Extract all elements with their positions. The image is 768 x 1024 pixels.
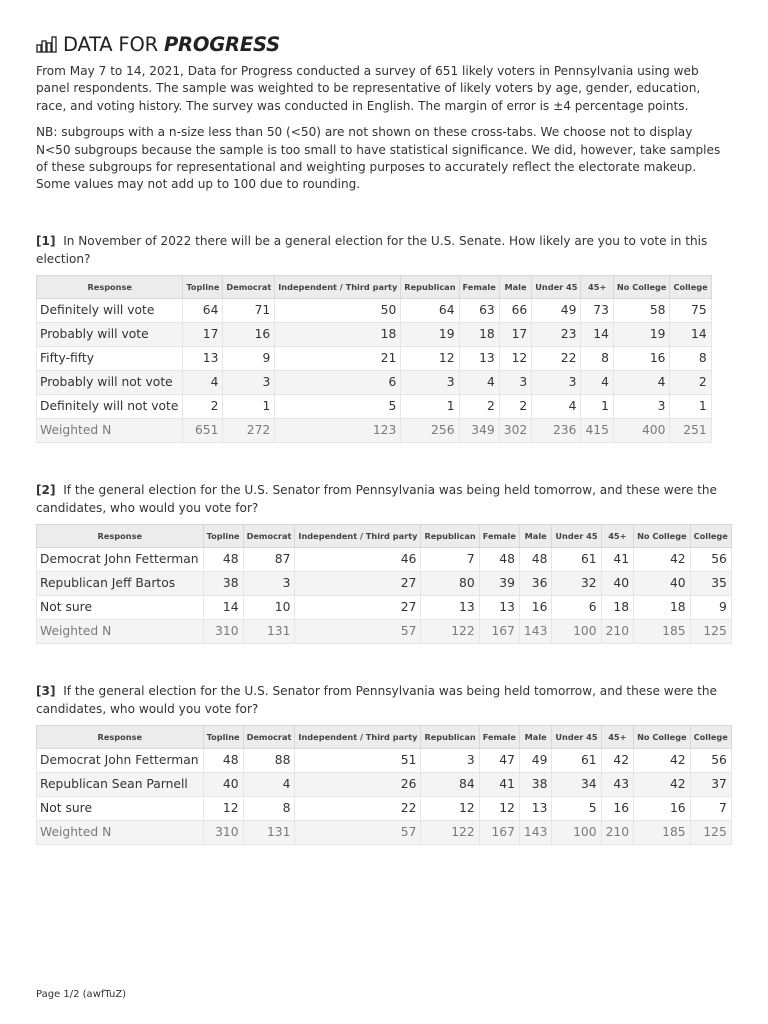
column-header: Topline (183, 275, 223, 298)
table-cell: 310 (203, 619, 243, 643)
row-label: Not sure (37, 595, 204, 619)
column-header: Male (499, 275, 531, 298)
question-1 (36, 232, 726, 443)
table-cell: 84 (421, 772, 479, 796)
table-cell: 13 (479, 595, 519, 619)
table-row (37, 370, 712, 394)
table-cell: 4 (613, 370, 670, 394)
column-header: Female (479, 725, 519, 748)
table-cell: 56 (690, 748, 731, 772)
question-2 (36, 481, 726, 644)
table-cell: 49 (519, 748, 551, 772)
table-cell: 40 (601, 571, 633, 595)
table-cell: 16 (601, 796, 633, 820)
table-cell: 1 (670, 394, 711, 418)
table-cell: 5 (275, 394, 401, 418)
table-cell: 302 (499, 418, 531, 442)
table-cell: 272 (223, 418, 275, 442)
table-cell: 12 (421, 796, 479, 820)
row-label: Probably will vote (37, 322, 183, 346)
table-cell: 41 (479, 772, 519, 796)
table-cell: 19 (613, 322, 670, 346)
table-cell: 185 (634, 820, 691, 844)
table-cell: 2 (499, 394, 531, 418)
column-header: Independent / Third party (295, 725, 421, 748)
table-row (37, 418, 712, 442)
column-header: Democrat (243, 725, 295, 748)
table-row (37, 820, 732, 844)
table-cell: 87 (243, 547, 295, 571)
table-cell: 34 (552, 772, 601, 796)
column-header: Female (459, 275, 499, 298)
column-header: Democrat (243, 524, 295, 547)
row-label: Democrat John Fetterman (37, 547, 204, 571)
table-cell: 88 (243, 748, 295, 772)
table-row (37, 547, 732, 571)
table-cell: 41 (601, 547, 633, 571)
table-cell: 4 (243, 772, 295, 796)
table-cell: 27 (295, 571, 421, 595)
table-cell: 7 (690, 796, 731, 820)
table-cell: 122 (421, 619, 479, 643)
table-cell: 57 (295, 820, 421, 844)
table-cell: 42 (634, 772, 691, 796)
row-label: Weighted N (37, 820, 204, 844)
table-cell: 16 (519, 595, 551, 619)
table-cell: 48 (519, 547, 551, 571)
table-cell: 167 (479, 619, 519, 643)
table-cell: 27 (295, 595, 421, 619)
table-cell: 310 (203, 820, 243, 844)
crosstab-table-1 (36, 275, 712, 443)
table-cell: 46 (295, 547, 421, 571)
table-cell: 51 (295, 748, 421, 772)
table-cell: 17 (183, 322, 223, 346)
table-cell: 50 (275, 298, 401, 322)
header-row (37, 275, 712, 298)
column-header: College (690, 524, 731, 547)
table-cell: 75 (670, 298, 711, 322)
table-cell: 17 (499, 322, 531, 346)
table-cell: 3 (532, 370, 581, 394)
table-cell: 12 (203, 796, 243, 820)
header-row (37, 524, 732, 547)
table-cell: 8 (670, 346, 711, 370)
table-cell: 100 (552, 820, 601, 844)
table-cell: 18 (601, 595, 633, 619)
column-header: Male (519, 524, 551, 547)
table-cell: 9 (690, 595, 731, 619)
table-cell: 57 (295, 619, 421, 643)
row-label: Republican Sean Parnell (37, 772, 204, 796)
table-row (37, 772, 732, 796)
table-cell: 236 (532, 418, 581, 442)
column-header: Republican (421, 524, 479, 547)
table-cell: 14 (203, 595, 243, 619)
column-header: Democrat (223, 275, 275, 298)
column-header: 45+ (601, 524, 633, 547)
table-cell: 210 (601, 820, 633, 844)
table-cell: 10 (243, 595, 295, 619)
table-cell: 100 (552, 619, 601, 643)
table-cell: 9 (223, 346, 275, 370)
column-header: Under 45 (532, 275, 581, 298)
table-cell: 3 (401, 370, 459, 394)
table-row (37, 796, 732, 820)
table-cell: 18 (459, 322, 499, 346)
question-text: [1] In November of 2022 there will be a general election for the U.S. Senate. How likely are you to vote in this election? (36, 233, 708, 266)
table-cell: 64 (183, 298, 223, 322)
table-cell: 167 (479, 820, 519, 844)
row-label: Definitely will not vote (37, 394, 183, 418)
table-cell: 5 (552, 796, 601, 820)
row-label: Democrat John Fetterman (37, 748, 204, 772)
table-cell: 1 (581, 394, 613, 418)
page-footer: Page 1/2 (awfTuZ) (36, 989, 127, 1000)
table-cell: 1 (401, 394, 459, 418)
table-cell: 39 (479, 571, 519, 595)
table-cell: 38 (203, 571, 243, 595)
table-cell: 48 (203, 748, 243, 772)
table-cell: 256 (401, 418, 459, 442)
table-cell: 63 (459, 298, 499, 322)
table-cell: 13 (459, 346, 499, 370)
table-cell: 3 (223, 370, 275, 394)
header-row (37, 725, 732, 748)
table-cell: 42 (634, 748, 691, 772)
table-cell: 143 (519, 820, 551, 844)
table-cell: 131 (243, 820, 295, 844)
table-cell: 123 (275, 418, 401, 442)
table-cell: 651 (183, 418, 223, 442)
question-text: [3] If the general election for the U.S. Senator from Pennsylvania was being held tomorrow, and these were the candidates, who would you vote for? (36, 683, 717, 716)
table-cell: 40 (634, 571, 691, 595)
table-row (37, 394, 712, 418)
table-cell: 66 (499, 298, 531, 322)
table-cell: 143 (519, 619, 551, 643)
column-header: Republican (401, 275, 459, 298)
table-row (37, 346, 712, 370)
table-cell: 22 (532, 346, 581, 370)
column-header: No College (634, 725, 691, 748)
table-cell: 49 (532, 298, 581, 322)
table-cell: 26 (295, 772, 421, 796)
table-cell: 14 (670, 322, 711, 346)
table-cell: 210 (601, 619, 633, 643)
column-header: No College (613, 275, 670, 298)
question-3 (36, 682, 726, 845)
column-header: Topline (203, 524, 243, 547)
table-cell: 48 (203, 547, 243, 571)
table-cell: 42 (601, 748, 633, 772)
table-cell: 125 (690, 619, 731, 643)
column-header-response: Response (37, 524, 204, 547)
column-header: No College (634, 524, 691, 547)
table-cell: 12 (499, 346, 531, 370)
column-header: Under 45 (552, 725, 601, 748)
row-label: Probably will not vote (37, 370, 183, 394)
column-header: Independent / Third party (275, 275, 401, 298)
row-label: Republican Jeff Bartos (37, 571, 204, 595)
table-cell: 58 (613, 298, 670, 322)
table-cell: 47 (479, 748, 519, 772)
column-header-response: Response (37, 725, 204, 748)
table-cell: 2 (670, 370, 711, 394)
table-cell: 131 (243, 619, 295, 643)
table-cell: 16 (634, 796, 691, 820)
table-cell: 13 (421, 595, 479, 619)
subgroup-note-paragraph: NB: subgroups with a n-size less than 50 (<50) are not shown on these cross-tabs. We choose not to display N<50 subgroups because the sample is too small to have statistical significance. We did, however, take samples of these subgroups for representational and weighting purposes to accurately reflect the electorate makeup. Some values may not add up to 100 due to rounding. (36, 125, 721, 192)
table-cell: 3 (243, 571, 295, 595)
table-cell: 37 (690, 772, 731, 796)
table-cell: 32 (552, 571, 601, 595)
table-cell: 7 (421, 547, 479, 571)
table-cell: 18 (634, 595, 691, 619)
crosstab-table-2 (36, 524, 732, 644)
table-cell: 12 (479, 796, 519, 820)
table-cell: 4 (581, 370, 613, 394)
table-cell: 38 (519, 772, 551, 796)
table-cell: 2 (183, 394, 223, 418)
column-header: Male (519, 725, 551, 748)
table-cell: 36 (519, 571, 551, 595)
table-cell: 400 (613, 418, 670, 442)
table-cell: 12 (401, 346, 459, 370)
table-cell: 23 (532, 322, 581, 346)
table-cell: 16 (223, 322, 275, 346)
table-row (37, 595, 732, 619)
column-header: 45+ (601, 725, 633, 748)
table-cell: 125 (690, 820, 731, 844)
table-cell: 13 (519, 796, 551, 820)
column-header: Topline (203, 725, 243, 748)
table-cell: 71 (223, 298, 275, 322)
row-label: Not sure (37, 796, 204, 820)
table-cell: 43 (601, 772, 633, 796)
table-cell: 64 (401, 298, 459, 322)
column-header: 45+ (581, 275, 613, 298)
methodology-paragraph: From May 7 to 14, 2021, Data for Progress conducted a survey of 651 likely voters in Pennsylvania using web panel respondents. The sample was weighted to be representative of likely voters by age, gender, education, race, and voting history. The survey was conducted in English. The margin of error is ±4 percentage points. (36, 64, 701, 113)
table-cell: 4 (183, 370, 223, 394)
column-header: College (670, 275, 711, 298)
table-cell: 56 (690, 547, 731, 571)
table-cell: 6 (552, 595, 601, 619)
table-cell: 185 (634, 619, 691, 643)
table-cell: 8 (243, 796, 295, 820)
table-cell: 73 (581, 298, 613, 322)
table-cell: 35 (690, 571, 731, 595)
brand-name: DATA FOR PROGRESS (63, 32, 280, 56)
brand-logo (36, 28, 726, 60)
table-cell: 3 (613, 394, 670, 418)
row-label: Definitely will vote (37, 298, 183, 322)
table-cell: 349 (459, 418, 499, 442)
table-cell: 80 (421, 571, 479, 595)
table-cell: 21 (275, 346, 401, 370)
table-cell: 251 (670, 418, 711, 442)
table-cell: 415 (581, 418, 613, 442)
table-cell: 14 (581, 322, 613, 346)
row-label: Fifty-fifty (37, 346, 183, 370)
table-cell: 61 (552, 748, 601, 772)
table-cell: 42 (634, 547, 691, 571)
table-cell: 19 (401, 322, 459, 346)
table-cell: 3 (499, 370, 531, 394)
column-header: College (690, 725, 731, 748)
crosstab-table-3 (36, 725, 732, 845)
table-cell: 4 (532, 394, 581, 418)
table-cell: 3 (421, 748, 479, 772)
table-cell: 18 (275, 322, 401, 346)
table-cell: 61 (552, 547, 601, 571)
column-header: Female (479, 524, 519, 547)
table-cell: 40 (203, 772, 243, 796)
table-row (37, 571, 732, 595)
table-cell: 2 (459, 394, 499, 418)
column-header: Independent / Third party (295, 524, 421, 547)
table-row (37, 619, 732, 643)
table-cell: 16 (613, 346, 670, 370)
row-label: Weighted N (37, 418, 183, 442)
table-cell: 48 (479, 547, 519, 571)
table-row (37, 748, 732, 772)
table-cell: 6 (275, 370, 401, 394)
table-cell: 13 (183, 346, 223, 370)
table-cell: 22 (295, 796, 421, 820)
row-label: Weighted N (37, 619, 204, 643)
table-cell: 122 (421, 820, 479, 844)
column-header-response: Response (37, 275, 183, 298)
question-text: [2] If the general election for the U.S. Senator from Pennsylvania was being held tomorrow, and these were the candidates, who would you vote for? (36, 482, 717, 515)
table-cell: 1 (223, 394, 275, 418)
table-cell: 4 (459, 370, 499, 394)
table-row (37, 322, 712, 346)
column-header: Republican (421, 725, 479, 748)
table-cell: 8 (581, 346, 613, 370)
bar-chart-icon (36, 35, 58, 53)
column-header: Under 45 (552, 524, 601, 547)
table-row (37, 298, 712, 322)
page (36, 28, 726, 845)
